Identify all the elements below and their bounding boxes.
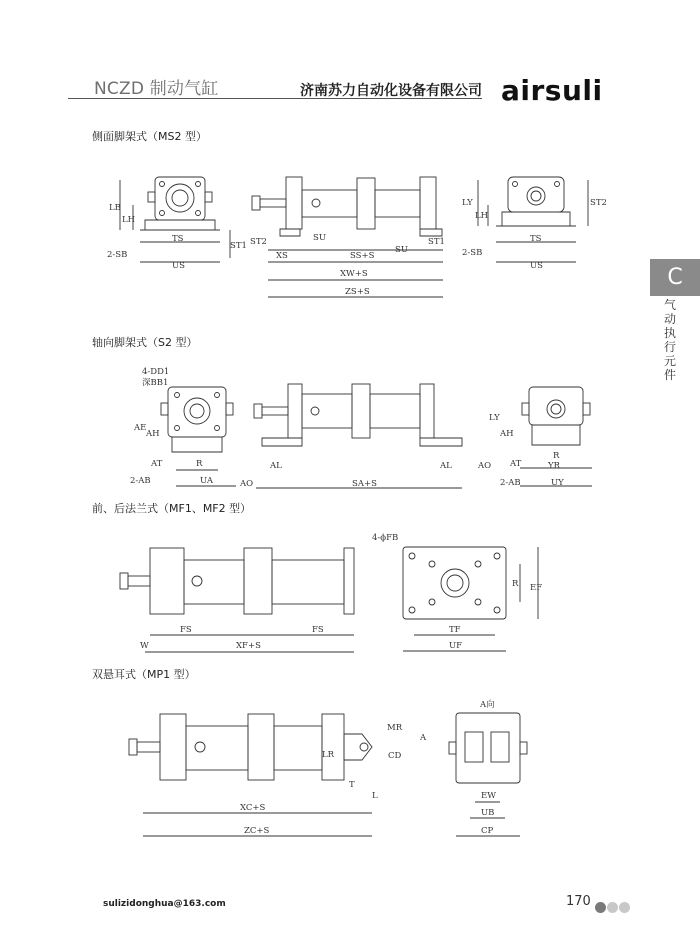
dim-label: LH — [475, 211, 489, 221]
section-title-mp1: 双悬耳式（MP1 型） — [92, 668, 196, 681]
dim-label: ST1 — [230, 241, 247, 251]
dim-label: SA+S — [352, 479, 377, 489]
s2-side-view — [254, 384, 462, 488]
dim-label: 4-ϕFB — [372, 533, 399, 543]
dim-label: L — [372, 791, 378, 801]
dim-label: YR — [548, 461, 561, 471]
mf-flange-view — [403, 547, 538, 651]
dim-label: SS+S — [350, 251, 375, 261]
page-dot — [607, 902, 618, 913]
dim-label: TS — [172, 234, 184, 244]
dim-label: 2-AB — [500, 478, 521, 488]
dim-label: AH — [500, 429, 514, 439]
dim-label: 2-AB — [130, 476, 151, 486]
dim-label: SU — [395, 245, 408, 255]
dim-label: UA — [200, 476, 214, 486]
brand-logo: airsuli — [501, 74, 603, 107]
dim-label: T — [349, 780, 355, 790]
dim-label: AT — [510, 459, 522, 469]
dim-label: US — [530, 261, 543, 271]
page-number: 170 — [566, 894, 591, 909]
dim-label: ST2 — [590, 198, 607, 208]
dim-label: EF — [530, 583, 543, 593]
page-dot — [619, 902, 630, 913]
dim-label: CP — [481, 826, 494, 836]
dim-label: XC+S — [240, 803, 266, 813]
dim-label: AT — [151, 459, 163, 469]
page-dot — [595, 902, 606, 913]
dim-label: AO — [240, 479, 254, 489]
dim-label: R — [512, 579, 519, 589]
dim-label: 深BB1 — [142, 378, 169, 388]
dim-label: 4-DD1 — [142, 367, 170, 377]
ms2-end-view-left — [120, 177, 230, 262]
dim-label: CD — [388, 751, 402, 761]
section-title-ms2: 侧面脚架式（MS2 型） — [92, 130, 207, 143]
dim-label: AH — [146, 429, 160, 439]
dim-label: TF — [449, 625, 461, 635]
dim-label: LH — [122, 215, 136, 225]
dim-label: FS — [312, 625, 324, 635]
s2-end-view-left — [161, 387, 236, 486]
section-title-mf: 前、后法兰式（MF1、MF2 型） — [92, 502, 252, 515]
s2-end-view-right — [520, 387, 592, 486]
dim-label: LY — [462, 198, 473, 208]
chapter-tab: C — [650, 259, 700, 296]
dim-label: A向 — [480, 700, 495, 710]
series-title: NCZD 制动气缸 — [94, 79, 219, 99]
dim-label: SU — [313, 233, 326, 243]
page-dots — [595, 898, 631, 917]
contact-email: sulizidonghua@163.com — [103, 899, 226, 909]
dim-label: ST1 — [428, 237, 445, 247]
dim-label: TS — [530, 234, 542, 244]
dim-label: FS — [180, 625, 192, 635]
dim-label: XW+S — [340, 269, 368, 279]
dim-label: AO — [478, 461, 492, 471]
dim-label: 2-SB — [462, 248, 483, 258]
dim-label: 2-SB — [107, 250, 128, 260]
dim-label: UB — [481, 808, 495, 818]
dim-label: LB — [109, 203, 121, 213]
mf-side-view — [120, 548, 354, 652]
dim-label: UF — [449, 641, 463, 651]
section-title-s2: 轴向脚架式（S2 型） — [92, 336, 198, 349]
dim-label: AE — [134, 423, 147, 433]
dim-label: ST2 — [250, 237, 267, 247]
dim-label: AL — [270, 461, 282, 471]
dim-label: R — [553, 451, 560, 461]
dim-label: EW — [481, 791, 496, 801]
dim-label: W — [140, 641, 149, 651]
dim-label: XS — [276, 251, 288, 261]
dim-label: US — [172, 261, 185, 271]
dim-label: UY — [551, 478, 564, 488]
dim-label: XF+S — [236, 641, 261, 651]
dim-label: ZC+S — [244, 826, 270, 836]
mp1-side-view — [129, 714, 372, 836]
dim-label: AL — [440, 461, 452, 471]
dim-label: A — [420, 733, 427, 743]
dim-label: LR — [322, 750, 335, 760]
dim-label: ZS+S — [345, 287, 370, 297]
ms2-end-view-right — [478, 177, 588, 262]
dim-label: R — [196, 459, 203, 469]
chapter-label: 气动执行元件 — [664, 298, 677, 382]
dim-label: LY — [489, 413, 500, 423]
dim-label: MR — [387, 723, 403, 733]
ms2-side-view — [252, 177, 443, 297]
company-name: 济南苏力自动化设备有限公司 — [300, 83, 482, 99]
